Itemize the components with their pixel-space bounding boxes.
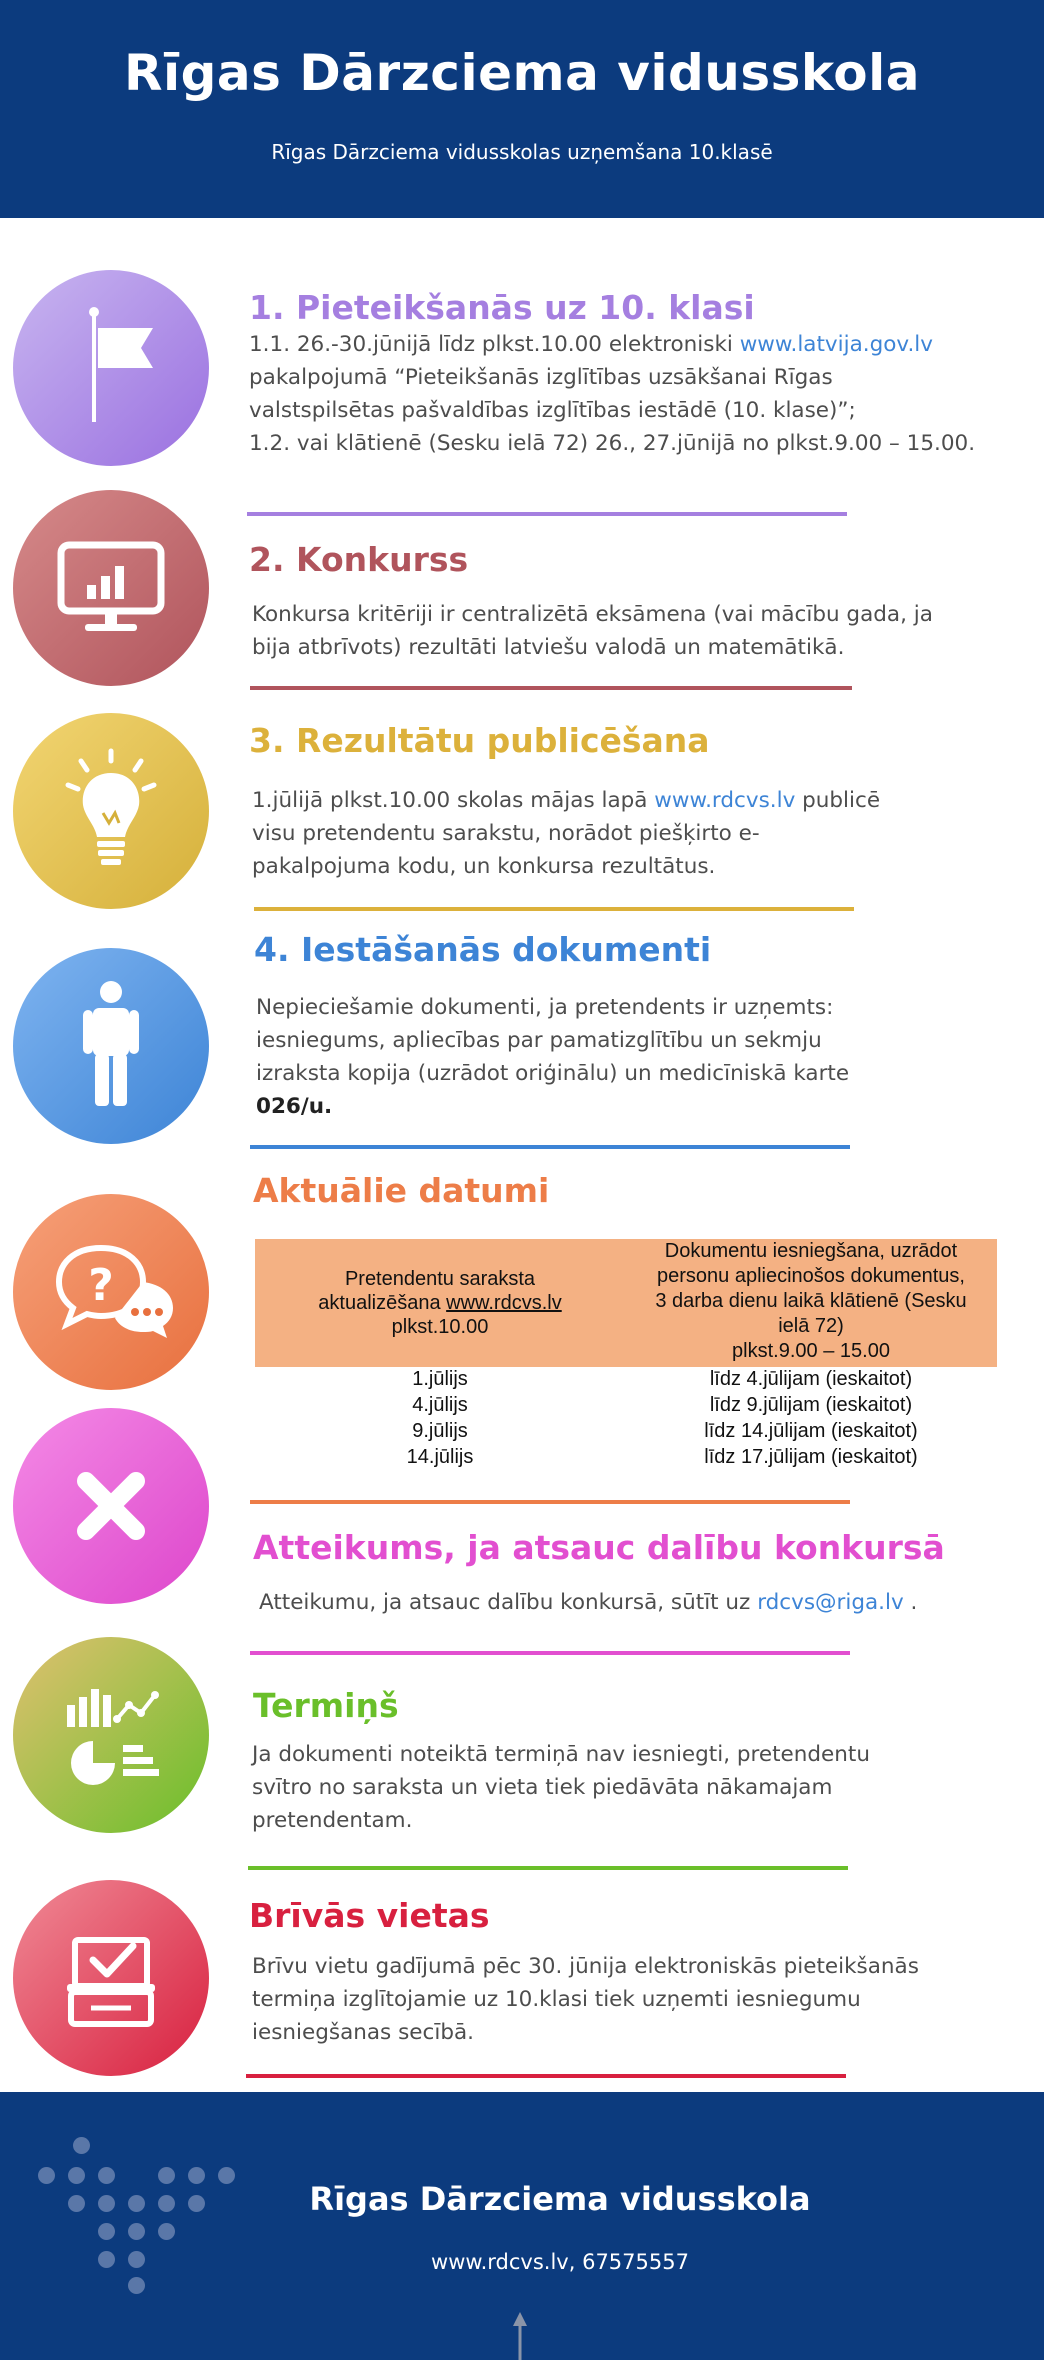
section-title-competition: 2. Konkurss	[249, 540, 469, 579]
section-divider	[250, 686, 852, 690]
text-line: publicē	[795, 788, 881, 813]
section-divider	[248, 1866, 848, 1870]
section-text-term	[252, 1738, 1012, 1837]
section-title-free-places: Brīvās vietas	[249, 1896, 490, 1935]
page-title: Rīgas Dārzciema vidusskola	[123, 44, 921, 102]
header-line: 3 darba dienu laikā klātienē (Sesku	[655, 1290, 967, 1312]
dates-table-col2-header	[625, 1239, 997, 1364]
page-header	[0, 0, 1044, 218]
ballot-box-icon	[13, 1880, 209, 2076]
text-line: bija atbrīvots) rezultāti latviešu valodā un matemātikā.	[252, 635, 845, 660]
section-title-results: 3. Rezultātu publicēšana	[249, 721, 710, 760]
text-line: 026/u.	[256, 1094, 333, 1119]
header-line: aktualizēšana	[318, 1292, 447, 1314]
text-line: svītro no saraksta un vieta tiek piedāvāta nākamajam	[252, 1775, 833, 1800]
header-line: ielā 72)	[778, 1315, 844, 1337]
section-title-term: Termiņš	[253, 1686, 399, 1725]
page-footer	[0, 2092, 1044, 2360]
section-title-withdrawal: Atteikums, ja atsauc dalību konkursā	[253, 1528, 945, 1567]
table-cell-date: 1.jūlijs	[412, 1368, 468, 1390]
latvija-gov-link[interactable]: www.latvija.gov.lv	[739, 332, 933, 357]
header-line: plkst.9.00 – 15.00	[732, 1340, 890, 1362]
text-line: izraksta kopija (uzrādot oriģinālu) un medicīniskā karte	[256, 1061, 850, 1086]
table-row	[255, 1444, 997, 1470]
table-row	[255, 1366, 997, 1392]
text-line: pakalpojuma kodu, un konkursa rezultātus.	[252, 854, 716, 879]
section-title-documents: 4. Iestāšanās dokumenti	[254, 930, 712, 969]
text-line: .	[903, 1590, 918, 1615]
charts-icon	[13, 1637, 209, 1833]
svg-text:?: ?	[88, 1260, 114, 1311]
table-cell-date: 4.jūlijs	[412, 1394, 468, 1416]
section-divider	[254, 907, 854, 911]
dates-table-header	[255, 1239, 997, 1367]
footer-contact[interactable]: www.rdcvs.lv, 67575557	[431, 2250, 689, 2274]
text-line: pretendentam.	[252, 1808, 413, 1833]
text-line: termiņa izglītojamie uz 10.klasi tiek uzņemti iesniegumu	[252, 1987, 861, 2012]
text-line: Ja dokumenti noteiktā termiņā nav iesniegti, pretendentu	[252, 1742, 870, 1767]
table-cell-deadline: līdz 4.jūlijam (ieskaitot)	[709, 1368, 913, 1390]
section-divider	[250, 1145, 850, 1149]
table-row	[255, 1392, 997, 1418]
section-text-results	[252, 784, 1012, 883]
footer-school-name: Rīgas Dārzciema vidusskola	[309, 2180, 811, 2218]
close-x-icon	[13, 1408, 209, 1604]
section-text-application	[249, 328, 1009, 460]
chat-question-icon	[13, 1194, 209, 1390]
rdcvs-table-link[interactable]: www.rdcvs.lv	[446, 1292, 562, 1314]
section-divider	[247, 512, 847, 516]
text-line: Brīvu vietu gadījumā pēc 30. jūnija elektroniskās pieteikšanās	[252, 1954, 919, 1979]
table-cell-deadline: līdz 17.jūlijam (ieskaitot)	[704, 1446, 918, 1468]
section-divider	[246, 2074, 846, 2078]
text-line: valstspilsētas pašvaldības izglītības iestādē (10. klase)”;	[249, 398, 856, 423]
text-line: visu pretendentu sarakstu, norādot piešķirto e-	[252, 821, 760, 846]
section-title-dates: Aktuālie datumi	[253, 1171, 550, 1210]
section-divider	[250, 1651, 850, 1655]
section-text-withdrawal	[259, 1586, 1019, 1619]
header-line: Pretendentu saraksta	[344, 1268, 536, 1290]
section-text-competition	[252, 598, 1022, 664]
header-line: plkst.10.00	[391, 1316, 489, 1338]
header-line: Dokumentu iesniegšana, uzrādot	[664, 1240, 958, 1262]
table-cell-deadline: līdz 14.jūlijam (ieskaitot)	[704, 1420, 918, 1442]
text-line: Konkursa kritēriji ir centralizētā eksāmena (vai mācību gada, ja	[252, 602, 933, 627]
person-icon	[13, 948, 209, 1144]
arrow-up-icon	[505, 2312, 535, 2360]
text-line: 1.1. 26.-30.jūnijā līdz plkst.10.00 elektroniski	[249, 332, 740, 357]
text-line: iesniegums, apliecības par pamatizglītību un sekmju	[256, 1028, 822, 1053]
section-title-application: 1. Pieteikšanās uz 10. klasi	[249, 288, 755, 327]
header-line: personu apliecinošos dokumentus,	[657, 1265, 965, 1287]
email-link[interactable]: rdcvs@riga.lv	[757, 1590, 904, 1615]
text-line: Atteikumu, ja atsauc dalību konkursā, sūtīt uz	[259, 1590, 758, 1615]
table-cell-date: 9.jūlijs	[412, 1420, 468, 1442]
text-line: 1.jūlijā plkst.10.00 skolas mājas lapā	[252, 788, 655, 813]
table-row	[255, 1418, 997, 1444]
dates-table-col1-header	[255, 1267, 625, 1339]
text-line: Nepieciešamie dokumenti, ja pretendents ir uzņemts:	[256, 995, 834, 1020]
page-subtitle: Rīgas Dārzciema vidusskolas uzņemšana 10.klasē	[271, 140, 773, 164]
text-line: iesniegšanas secībā.	[252, 2020, 474, 2045]
rdcvs-link[interactable]: www.rdcvs.lv	[654, 788, 796, 813]
table-cell-date: 14.jūlijs	[406, 1446, 474, 1468]
presentation-chart-icon	[13, 490, 209, 686]
lightbulb-icon	[13, 713, 209, 909]
text-line: pakalpojumā “Pieteikšanās izglītības uzsākšanai Rīgas	[249, 365, 833, 390]
section-divider	[250, 1500, 850, 1504]
section-text-documents	[256, 991, 1016, 1123]
flag-icon	[13, 270, 209, 466]
table-cell-deadline: līdz 9.jūlijam (ieskaitot)	[709, 1394, 913, 1416]
text-line: 1.2. vai klātienē (Sesku ielā 72) 26., 27.jūnijā no plkst.9.00 – 15.00.	[249, 431, 976, 456]
section-text-free-places	[252, 1950, 1022, 2049]
